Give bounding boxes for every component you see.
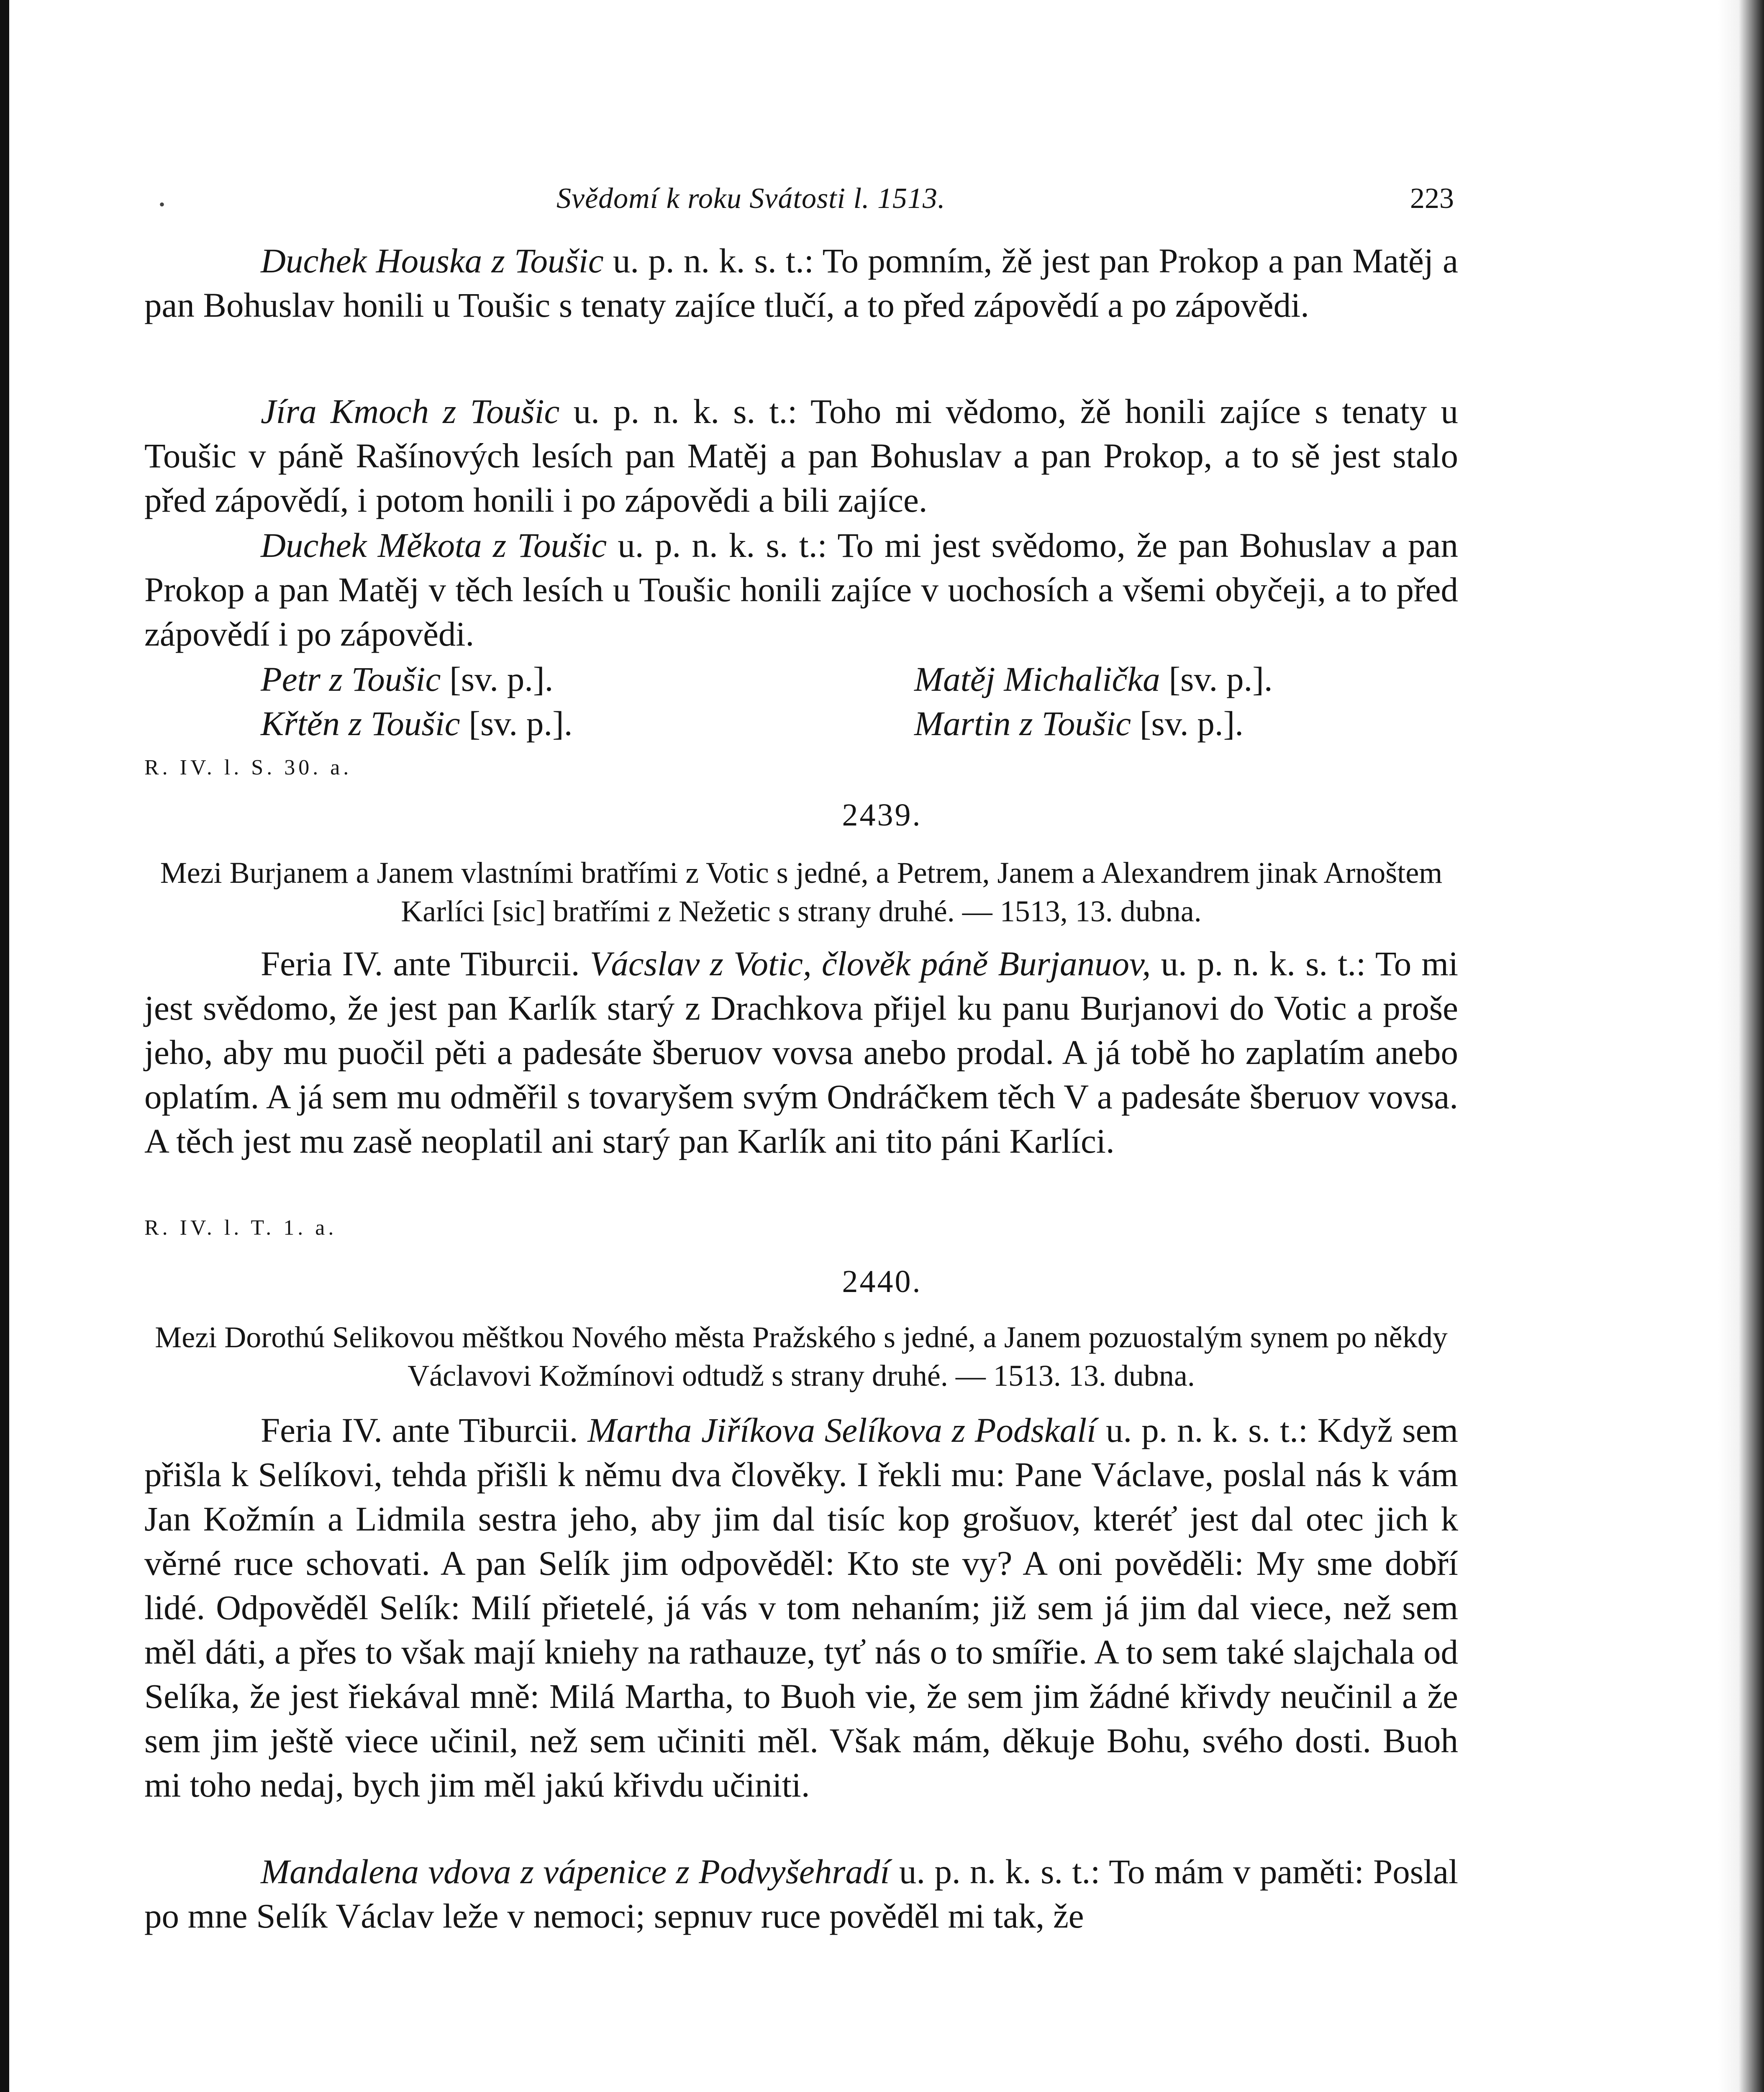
signature [914,701,1244,746]
date-lead: Feria IV. ante Tiburcii. [261,1411,588,1449]
testimony-paragraph [144,1849,1458,1938]
archive-reference: R. IV. l. T. 1. a. [144,1216,337,1240]
witness-name: Jíra Kmoch z Toušic [261,392,560,431]
seal-mark: [sv. p.]. [1160,660,1273,698]
seal-mark: [sv. p.]. [1131,704,1244,743]
testimony-paragraph [144,523,1458,656]
testimony-text: u. p. n. k. s. t.: Když sem přišla k Selíkovi, tehda přišli k němu dva člověky. I řekli mu: Pane Václave, poslal nás k vám Jan Kožmín a Lidmila sestra jeho, aby jim dal tisíc kop grošuov, kteréť jest dal otec jich k věrné ruce schovati. A pan Selík jim odpověděl: Kto ste vy? A oni pověděli: My sme dobří lidé. Odpověděl Selík: Milí přietelé, já vás v tom nehaním; již sem já jim dal viece, než sem měl dáti, a přes to však mají kniehy na rathauze, tyť nás o to smířie. A to sem také slajchala od Selíka, že jest řiekával mně: Milá Martha, to Buoh vie, že sem jim žádné křivdy neučinil a že sem jim ještě viece učinil, než sem učiniti měl. Však mám, děkuje Bohu, svého dosti. Buoh mi toho nedaj, bych jim měl jakú křivdu učiniti. [144,1411,1458,1804]
signatory-name: Petr z Toušic [261,660,441,698]
testimony-text: u. p. n. k. s. t.: Toho mi vědomo, žě honili zajíce s tenaty u Toušic v páně Rašínových lesích pan Matěj a pan Bohuslav a pan Prokop, a to sě jest stalo před zápovědí, i potom honili i po zápovědi a bili zajíce. [144,392,1459,519]
witness-name: Martha Jiříkova Selíkova z Podskalí [587,1411,1097,1449]
seal-mark: [sv. p.]. [441,660,554,698]
seal-mark: [sv. p.]. [460,704,573,743]
running-title: Svědomí k roku Svátosti l. 1513. [556,182,946,215]
archive-reference: R. IV. l. S. 30. a. [144,756,352,779]
witness-name: Vácslav z Votic, člověk páně Burjanuov, [590,944,1151,983]
testimony-text: u. p. n. k. s. t.: To mám v paměti: Poslal po mne Selík Václav leže v nemoci; sepnuv ruce pověděl mi tak, že [144,1852,1458,1935]
entry-number: 2439. [842,797,922,833]
signature [914,657,1273,701]
testimony-paragraph [144,238,1458,327]
testimony-paragraph [144,389,1458,522]
testimony-text: u. p. n. k. s. t.: To mi jest svědomo, že pan Bohuslav a pan Prokop a pan Matěj v těch lesích u Toušic honili zajíce v uochosích a všemi obyčeji, a to před zápovědí i po zápovědi. [144,526,1458,653]
testimony-text: u. p. n. k. s. t.: To mi jest svědomo, že jest pan Karlík starý z Drachkova přijel ku panu Burjanovi do Votic a proše jeho, aby mu puočil pěti a padesáte šberuov vovsa anebo prodal. A já tobě ho zaplatím anebo oplatím. A já sem mu odměřil s tovaryšem svým Ondráčkem těch V a padesáte šberuov vovsa. A těch jest mu zasě neoplatil ani starý pan Karlík ani tito páni Karlíci. [144,944,1458,1160]
testimony-text: u. p. n. k. s. t.: To pomním, žě jest pan Prokop a pan Matěj a pan Bohuslav honili u Toušic s tenaty zajíce tlučí, a to před zápovědí a po zápovědi. [144,241,1458,324]
witness-name: Duchek Měkota z Toušic [261,526,607,564]
running-header [0,174,1764,228]
entry-summary: Mezi Burjanem a Janem vlastními bratřími z Votic s jedné, a Petrem, Janem a Alexandrem jinak Arnoštem Karlíci [sic] bratřími z Nežetic s strany druhé. — 1513, 13. dubna. [160,856,1443,928]
entry-summary: Mezi Dorothú Selikovou měštkou Nového města Pražského s jedné, a Janem pozuostalým synem po někdy Václavovi Kožmínovi odtudž s strany druhé. — 1513. 13. dubna. [155,1320,1448,1392]
signature [261,701,573,746]
witness-name: Mandalena vdova z vápenice z Podvyšehradí [261,1852,890,1891]
signatory-name: Matěj Michalička [914,660,1160,698]
entry-number: 2440. [842,1264,922,1299]
testimony-paragraph [144,1408,1458,1807]
signatory-name: Martin z Toušic [914,704,1131,743]
date-lead: Feria IV. ante Tiburcii. [261,944,590,983]
header-dot: • [159,195,165,214]
page-number: 223 [1410,182,1454,215]
signature [261,657,553,701]
testimony-paragraph [144,941,1458,1163]
witness-name: Duchek Houska z Toušic [261,241,604,280]
signatory-name: Křtěn z Toušic [261,704,460,743]
